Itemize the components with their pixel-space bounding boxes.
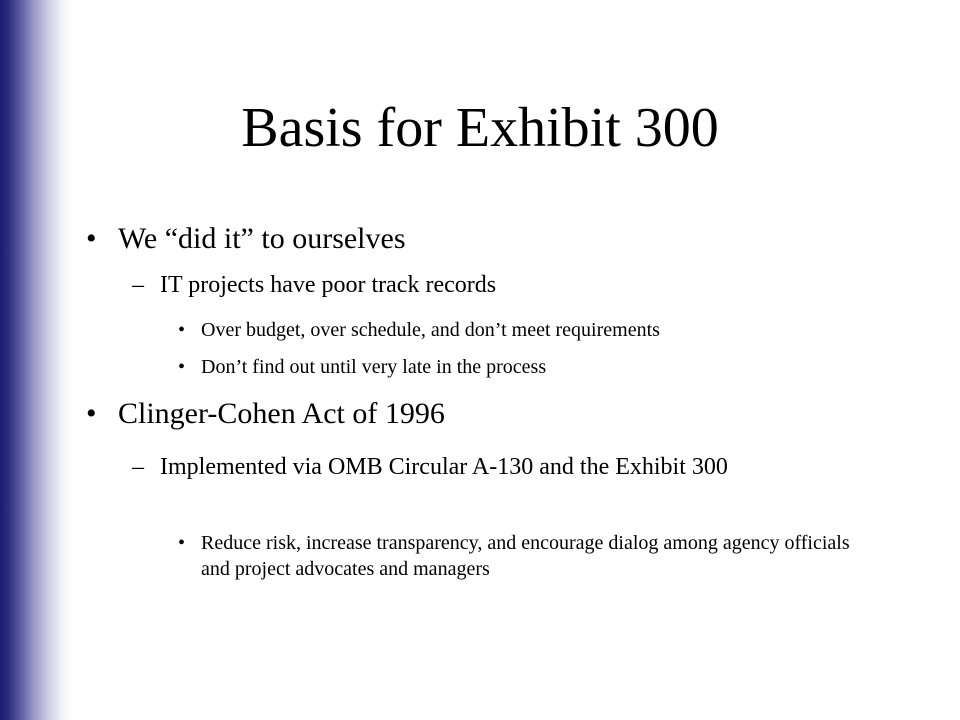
dash-marker: –: [132, 454, 144, 480]
bullet-item: [86, 396, 846, 432]
detail-bullet-item: [178, 354, 858, 380]
detail-bullet-item: [178, 530, 858, 582]
detail-bullet-text: Reduce risk, increase transparency, and encourage dialog among agency officials and project advocates and managers: [201, 532, 850, 580]
sub-bullet-item: [132, 452, 852, 482]
bullet-marker: •: [178, 356, 186, 378]
slide-title: Basis for Exhibit 300: [241, 97, 719, 159]
bullet-marker: •: [178, 532, 186, 554]
detail-bullet-text: Over budget, over schedule, and don’t meet requirements: [201, 319, 660, 341]
bullet-marker: •: [178, 319, 186, 341]
bullet-text: Clinger-Cohen Act of 1996: [118, 397, 445, 430]
bullet-item: [86, 221, 846, 257]
bullet-marker: •: [86, 222, 97, 255]
sub-bullet-text: Implemented via OMB Circular A-130 and the Exhibit 300: [160, 454, 728, 480]
sub-bullet-text: IT projects have poor track records: [160, 272, 497, 298]
sub-bullet-item: [132, 270, 852, 300]
detail-bullet-item: [178, 317, 858, 343]
dash-marker: –: [132, 272, 144, 298]
bullet-text: We “did it” to ourselves: [118, 222, 406, 255]
bullet-marker: •: [86, 397, 97, 430]
detail-bullet-text: Don’t find out until very late in the process: [201, 356, 547, 378]
